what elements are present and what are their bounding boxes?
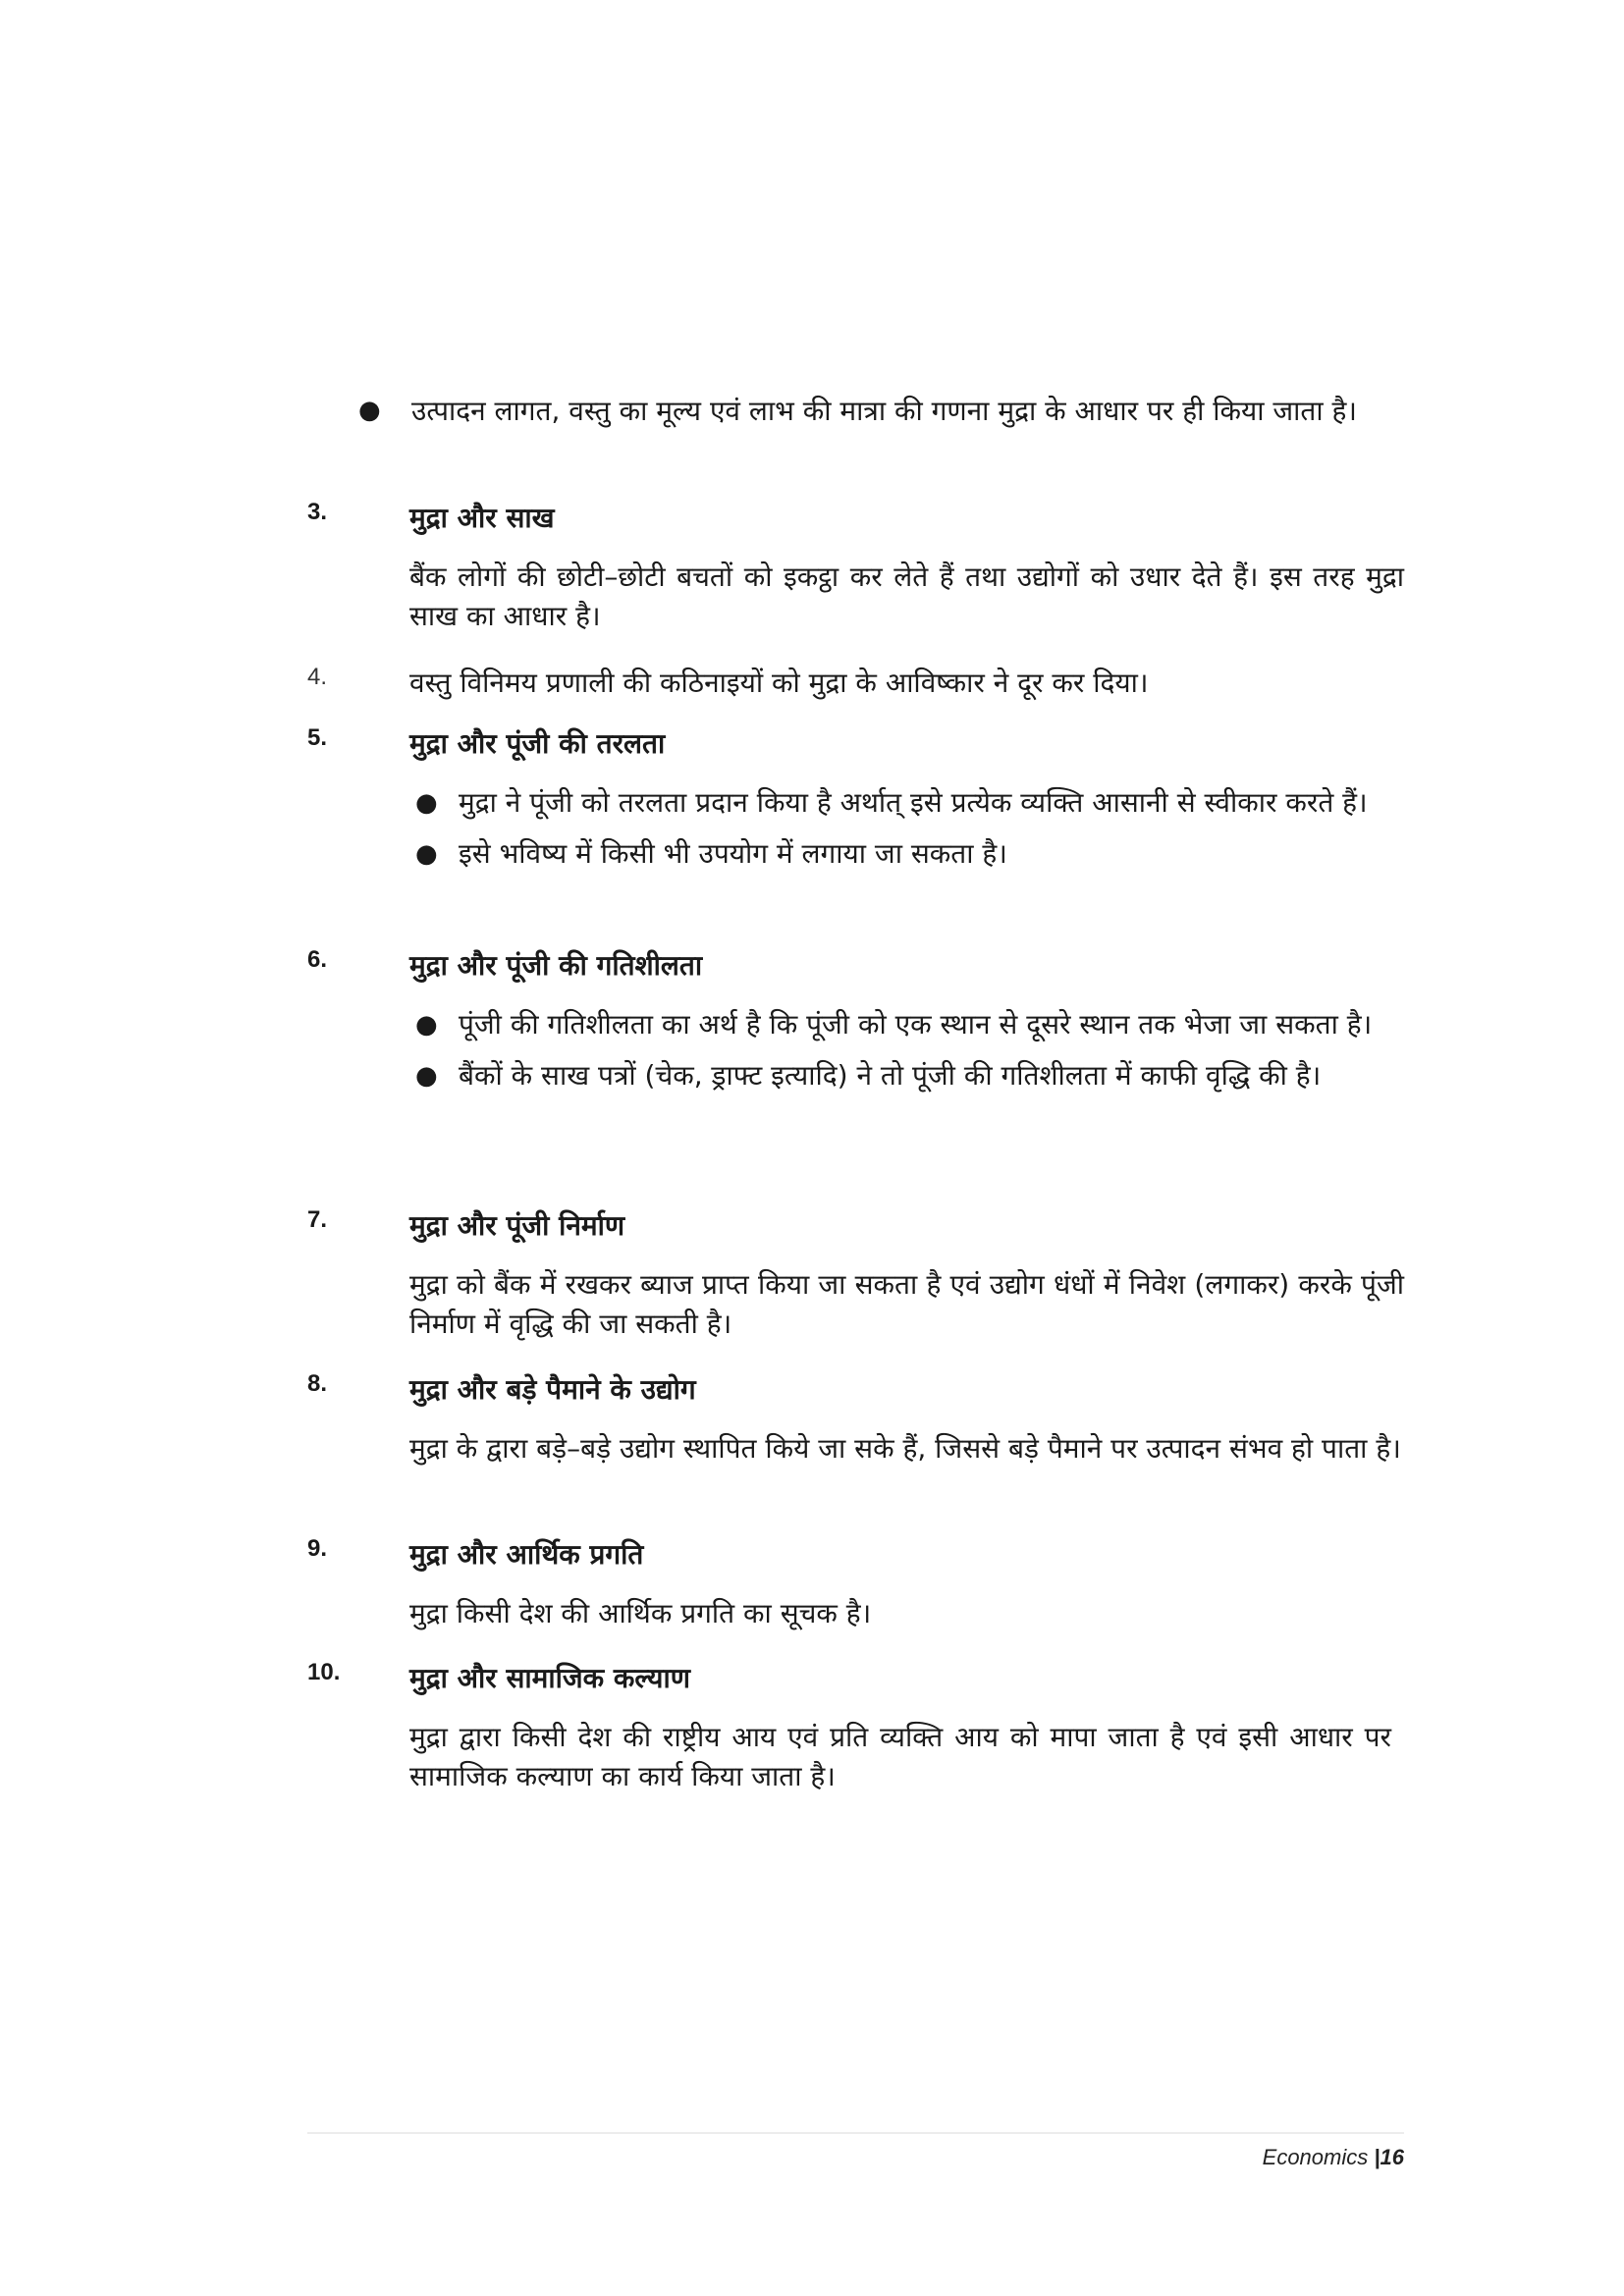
section-9	[307, 1535, 1404, 1633]
section-heading: मुद्रा और पूंजी की गतिशीलता	[409, 949, 703, 982]
section-7	[307, 1206, 1404, 1344]
section-6	[307, 946, 1404, 1107]
page-footer	[1263, 2145, 1404, 2170]
section-heading: मुद्रा और सामाजिक कल्याण	[409, 1662, 690, 1694]
list-item-text: पूंजी की गतिशीलता का अर्थ है कि पूंजी को एक स्थान से दूसरे स्थान तक भेजा जा सकता है।	[459, 1008, 1373, 1041]
list-item	[415, 834, 1404, 874]
section-number: 10.	[307, 1659, 341, 1685]
bullet-list	[307, 1005, 1404, 1095]
bullet-icon: ●	[415, 839, 438, 869]
section-heading: मुद्रा और पूंजी की तरलता	[409, 727, 666, 760]
section-heading: मुद्रा और बड़े पैमाने के उद्योग	[409, 1373, 696, 1406]
section-paragraph: मुद्रा को बैंक में रखकर ब्याज प्राप्त किया जा सकता है एवं उद्योग धंधों में निवेश (लगाकर) करके पूंजी निर्माण में वृद्धि की जा सकती है।	[409, 1268, 1404, 1340]
section-number: 6.	[307, 946, 328, 973]
list-item-text: बैंकों के साख पत्रों (चेक, ड्राफ्ट इत्यादि) ने तो पूंजी की गतिशीलता में काफी वृद्धि की है।	[459, 1059, 1322, 1092]
bullet-list	[307, 783, 1404, 874]
top-bullet-text: उत्पादन लागत, वस्तु का मूल्य एवं लाभ की मात्रा की गणना मुद्रा के आधार पर ही किया जाता है।	[411, 395, 1357, 427]
section-paragraph: मुद्रा के द्वारा बड़े–बड़े उद्योग स्थापित किये जा सके हैं, जिससे बड़े पैमाने पर उत्पादन संभव हो पाता है।	[409, 1432, 1401, 1465]
section-number: 9.	[307, 1535, 328, 1562]
footer-divider	[307, 2132, 1404, 2134]
section-text: वस्तु विनिमय प्रणाली की कठिनाइयों को मुद्रा के आविष्कार ने दूर कर दिया।	[409, 667, 1149, 699]
list-item	[415, 1056, 1404, 1095]
section-heading: मुद्रा और आर्थिक प्रगति	[409, 1538, 644, 1571]
section-3	[307, 499, 1404, 636]
footer-subject: Economics	[1262, 2145, 1369, 2169]
bullet-icon: ●	[415, 1061, 438, 1091]
section-4	[307, 664, 1404, 703]
section-number: 4.	[307, 664, 328, 690]
list-item	[415, 1005, 1404, 1044]
section-number: 7.	[307, 1206, 328, 1233]
section-number: 5.	[307, 724, 328, 751]
section-heading: मुद्रा और साख	[409, 502, 555, 534]
section-10	[307, 1659, 1404, 1796]
section-paragraph: मुद्रा द्वारा किसी देश की राष्ट्रीय आय एवं प्रति व्यक्ति आय को मापा जाता है एवं इसी आधार पर सामाजिक कल्याण का कार्य किया जाता है।	[409, 1721, 1391, 1792]
bullet-icon: ●	[358, 396, 381, 425]
list-item-text: मुद्रा ने पूंजी को तरलता प्रदान किया है अर्थात् इसे प्रत्येक व्यक्ति आसानी से स्वीकार करते हैं।	[459, 786, 1368, 819]
section-8	[307, 1370, 1404, 1468]
section-5	[307, 724, 1404, 885]
list-item	[415, 783, 1404, 823]
page-number: 16	[1380, 2145, 1404, 2169]
section-heading: मुद्रा और पूंजी निर्माण	[409, 1209, 625, 1242]
bullet-icon: ●	[415, 1010, 438, 1040]
bullet-icon: ●	[415, 788, 438, 818]
section-number: 8.	[307, 1370, 328, 1397]
section-paragraph: मुद्रा किसी देश की आर्थिक प्रगति का सूचक है।	[409, 1597, 872, 1629]
section-paragraph: बैंक लोगों की छोटी–छोटी बचतों को इकट्ठा कर लेते हैं तथा उद्योगों को उधार देते हैं। इस तरह मुद्रा साख का आधार है।	[409, 561, 1405, 632]
list-item-text: इसे भविष्य में किसी भी उपयोग में लगाया जा सकता है।	[459, 837, 1007, 870]
section-number: 3.	[307, 499, 328, 525]
top-bullet-item	[358, 391, 1404, 431]
footer-separator: |	[1374, 2145, 1380, 2169]
